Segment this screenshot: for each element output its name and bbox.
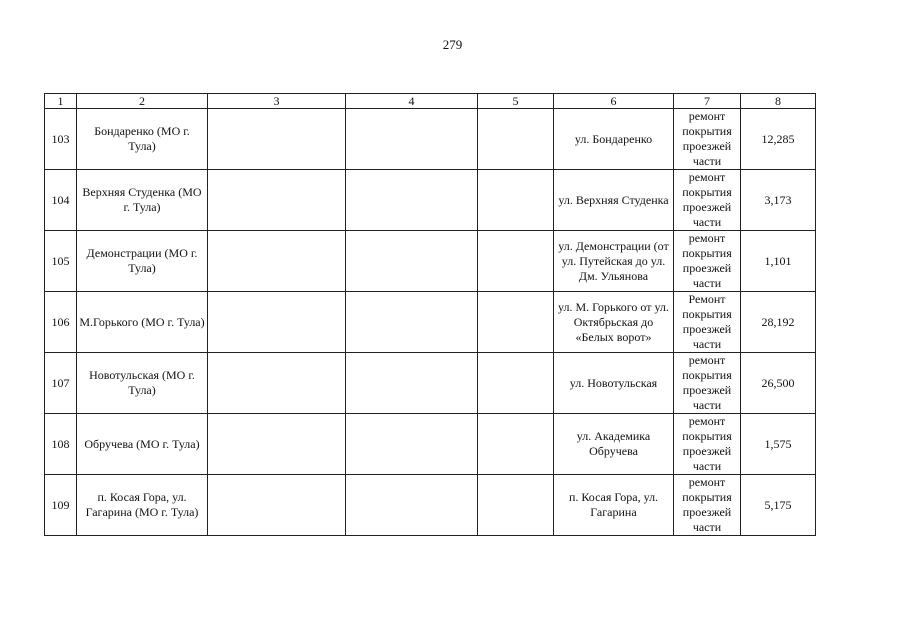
row-number-cell: 104 (45, 170, 77, 231)
location-cell: ул. Новотульская (554, 353, 674, 414)
page-number: 279 (442, 37, 463, 52)
column-header-8: 8 (741, 94, 816, 109)
table-row (45, 231, 816, 292)
work-type-cell: ремонт покрытия проезжей части (674, 414, 741, 475)
column-5-cell (478, 353, 554, 414)
column-3-cell (208, 292, 346, 353)
work-type-cell: ремонт покрытия проезжей части (674, 170, 741, 231)
column-3-cell (208, 109, 346, 170)
column-3-cell (208, 353, 346, 414)
value-cell: 1,575 (741, 414, 816, 475)
header-row (45, 94, 816, 109)
table-row (45, 353, 816, 414)
table-row (45, 475, 816, 536)
column-4-cell (346, 475, 478, 536)
location-cell: ул. М. Горького от ул. Октябрьская до «Белых ворот» (554, 292, 674, 353)
column-5-cell (478, 109, 554, 170)
object-name-cell: Бондаренко (МО г. Тула) (77, 109, 208, 170)
column-4-cell (346, 231, 478, 292)
object-name-cell: Обручева (МО г. Тула) (77, 414, 208, 475)
row-number-cell: 105 (45, 231, 77, 292)
location-cell: ул. Демонстрации (от ул. Путейская до ул. Дм. Ульянова (554, 231, 674, 292)
location-cell: п. Косая Гора, ул. Гагарина (554, 475, 674, 536)
column-4-cell (346, 170, 478, 231)
table-row (45, 414, 816, 475)
row-number-cell: 106 (45, 292, 77, 353)
row-number-cell: 108 (45, 414, 77, 475)
work-type-cell: Ремонт покрытия проезжей части (674, 292, 741, 353)
work-type-cell: ремонт покрытия проезжей части (674, 231, 741, 292)
value-cell: 1,101 (741, 231, 816, 292)
object-name-cell: п. Косая Гора, ул. Гагарина (МО г. Тула) (77, 475, 208, 536)
column-3-cell (208, 414, 346, 475)
column-3-cell (208, 475, 346, 536)
column-header-3: 3 (208, 94, 346, 109)
table-row (45, 109, 816, 170)
table-row (45, 292, 816, 353)
location-cell: ул. Академика Обручева (554, 414, 674, 475)
value-cell: 28,192 (741, 292, 816, 353)
object-name-cell: Верхняя Студенка (МО г. Тула) (77, 170, 208, 231)
column-header-1: 1 (45, 94, 77, 109)
road-repair-table (44, 93, 816, 536)
column-4-cell (346, 353, 478, 414)
row-number-cell: 109 (45, 475, 77, 536)
value-cell: 3,173 (741, 170, 816, 231)
work-type-cell: ремонт покрытия проезжей части (674, 353, 741, 414)
column-3-cell (208, 170, 346, 231)
row-number-cell: 103 (45, 109, 77, 170)
value-cell: 26,500 (741, 353, 816, 414)
column-header-2: 2 (77, 94, 208, 109)
column-header-4: 4 (346, 94, 478, 109)
value-cell: 12,285 (741, 109, 816, 170)
column-5-cell (478, 475, 554, 536)
location-cell: ул. Верхняя Студенка (554, 170, 674, 231)
object-name-cell: М.Горького (МО г. Тула) (77, 292, 208, 353)
column-header-5: 5 (478, 94, 554, 109)
location-cell: ул. Бондаренко (554, 109, 674, 170)
column-header-7: 7 (674, 94, 741, 109)
column-4-cell (346, 414, 478, 475)
column-5-cell (478, 292, 554, 353)
column-4-cell (346, 109, 478, 170)
column-4-cell (346, 292, 478, 353)
object-name-cell: Новотульская (МО г. Тула) (77, 353, 208, 414)
column-5-cell (478, 414, 554, 475)
value-cell: 5,175 (741, 475, 816, 536)
row-number-cell: 107 (45, 353, 77, 414)
column-3-cell (208, 231, 346, 292)
table-row (45, 170, 816, 231)
work-type-cell: ремонт покрытия проезжей части (674, 109, 741, 170)
column-5-cell (478, 231, 554, 292)
object-name-cell: Демонстрации (МО г. Тула) (77, 231, 208, 292)
column-header-6: 6 (554, 94, 674, 109)
column-5-cell (478, 170, 554, 231)
work-type-cell: ремонт покрытия проезжей части (674, 475, 741, 536)
